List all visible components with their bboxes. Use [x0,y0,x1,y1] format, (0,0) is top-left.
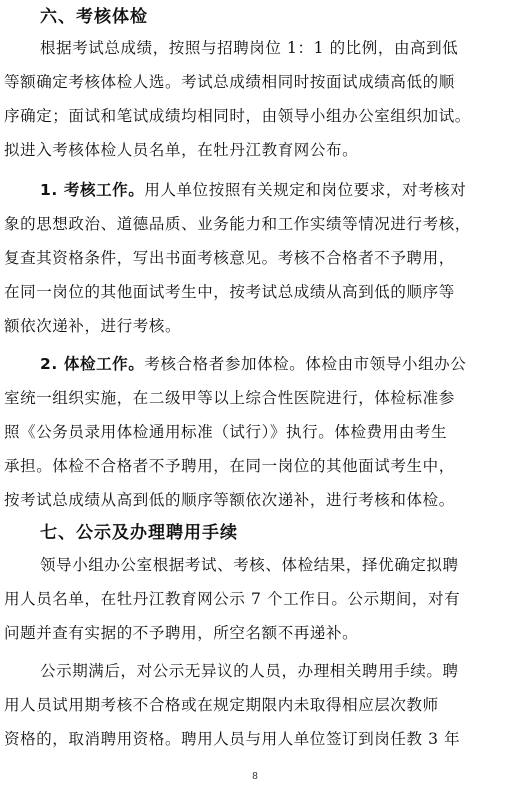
section-heading-7: 七、公示及办理聘用手续 [40,523,238,543]
paragraph-line: 拟进入考核体检人员名单，在牡丹江教育网公布。 [4,141,359,159]
paragraph-line: 用人员名单，在牡丹江教育网公示 7 个工作日。公示期间，对有 [4,590,461,608]
paragraph-line: 室统一组织实施，在二级甲等以上综合性医院进行，体检标准参 [4,389,455,407]
paragraph-line: 领导小组办公室根据考试、考核、体检结果，择优确定拟聘 [40,556,459,574]
item-text: 考核合格者参加体检。体检由市领导小组办公 [144,355,467,373]
paragraph-line: 象的思想政治、道德品质、业务能力和工作实绩等情况进行考核， [4,215,471,233]
paragraph-line: 额依次递补，进行考核。 [4,317,182,335]
list-item-2 [40,352,466,374]
paragraph-line: 资格的，取消聘用资格。聘用人员与用人单位签订到岗任教 3 年 [4,730,461,748]
paragraph-line: 等额确定考核体检人选。考试总成绩相同时按面试成绩高低的顺 [4,73,455,91]
paragraph-line: 复查其资格条件，写出书面考核意见。考核不合格者不予聘用， [4,249,455,267]
item-lead-label: 1. 考核工作。 [40,181,145,199]
paragraph-line: 用人员试用期考核不合格或在规定期限内未取得相应层次教师 [4,696,439,714]
paragraph-line: 公示期满后，对公示无异议的人员，办理相关聘用手续。聘 [40,662,459,680]
paragraph-line: 承担。体检不合格者不予聘用，在同一岗位的其他面试考生中， [4,457,455,475]
paragraph-line: 按考试总成绩从高到低的顺序等额依次递补，进行考核和体检。 [4,491,455,509]
paragraph-line: 在同一岗位的其他面试考生中，按考试总成绩从高到低的顺序等 [4,283,455,301]
paragraph-line: 照《公务员录用体检通用标准（试行）》执行。体检费用由考生 [4,423,448,441]
paragraph-line: 序确定；面试和笔试成绩均相同时，由领导小组办公室组织加试。 [4,107,471,125]
paragraph-line: 根据考试总成绩，按照与招聘岗位 1：1 的比例，由高到低 [40,39,459,57]
paragraph-line: 问题并查有实据的不予聘用，所空名额不再递补。 [4,624,359,642]
list-item-1 [40,178,466,200]
item-lead-label: 2. 体检工作。 [40,355,145,373]
page-number: 8 [252,771,258,782]
section-heading-6: 六、考核体检 [40,7,148,27]
item-text: 用人单位按照有关规定和岗位要求，对考核对 [144,181,467,199]
